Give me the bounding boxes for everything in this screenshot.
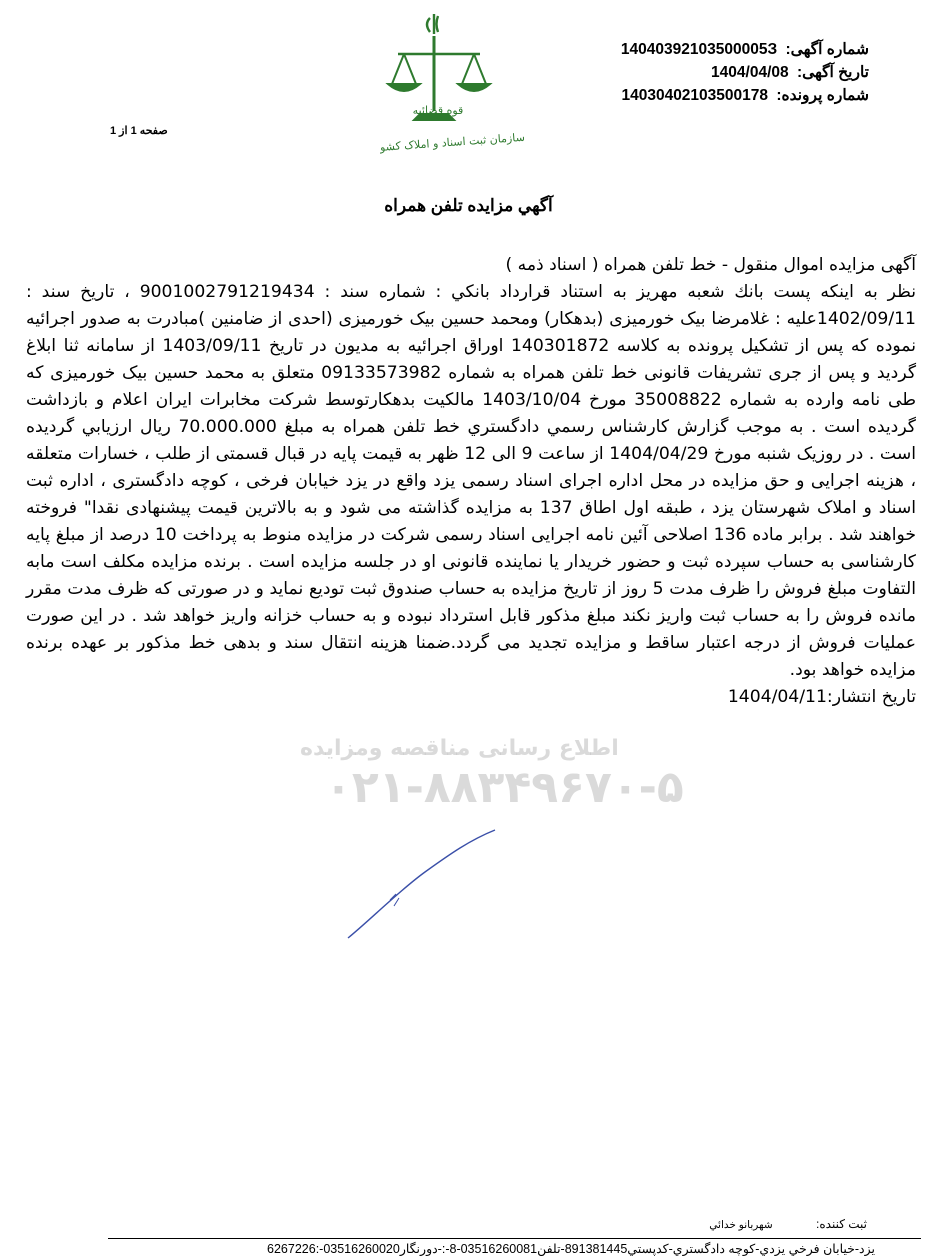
notice-body [26,252,916,711]
notice-number-row [539,38,869,61]
registrar-line [709,1217,867,1231]
publish-date-label: تاریخ انتشار: [826,687,916,707]
watermark-phone: ۰۲۱-۸۸۳۴۹۶۷۰-۵ [325,762,684,813]
emblem-line-1: قوه قضائیه [412,104,464,117]
page-title: آگهي مزايده تلفن همراه [384,196,553,215]
notice-paragraph: نظر به اینکه پست بانك شعبه مهريز به استناد قرارداد بانكي : شماره سند : 9001002791219434 ، تاريخ سند : 1402/09/11عليه : غلامرضا بیک خورمیزی (بدهکار) ومحمد حسین بیک خورمیزی (احدی از ضامنین )مبادرت به صدور اجرائیه نموده که پس از تشکیل پرونده به کلاسه 140301872 اوراق اجرائیه به مدیون در تاریخ 1403/09/11 از سامانه ثنا ابلاغ گردید و پس از جری تشریفات قانونی خط تلفن همراه به شماره 09133573982 متعلق به محمد حسین بیک خورمیزی که طی نامه وارده به شماره 35008822 مورخ 1403/10/04 مالکیت بدهکارتوسط شرکت مخابرات ایران اعلام و بازداشت گردیده است . به موجب گزارش كارشناس رسمي دادگستري خط تلفن همراه به مبلغ 70.000.000 ريال ارزيابي گرديده است . در روزیک شنبه مورخ 1404/04/29 از ساعت 9 الی 12 ظهر به قیمت پایه در قبال قسمتی از طلب ، خسارات متعلقه ، هزینه اجرایی و حق مزایده در محل اداره اجرای اسناد رسمی یزد واقع در یزد خیابان فرخی ، کوچه دادگستری ، اداره ثبت اسناد و املاک شهرستان یزد ، طبقه اول اطاق 137 به مزایده گذاشته می شود و به بالاترین قیمت پیشنهادی نقدا" فروخته خواهند شد . برابر ماده 136 اصلاحی آئین نامه اجرایی اسناد رسمی شرکت در مزایده منوط به پرداخت 10 درصد از مبلغ پایه کارشناسی به حساب سپرده ثبت و حضور خریدار یا نماینده قانونی او در جلسه مزایده است . برنده مزایده مکلف است مابه التفاوت مبلغ فروش را ظرف مدت 5 روز از تاریخ مزایده به حساب صندوق ثبت تودیع نماید و در صورتی که ظرف مدت مقرر مانده فروش را به حساب ثبت واریز نکند مبلغ مذکور قابل استرداد نبوده و به حساب خزانه واریز خواهد شد . در این صورت عملیات فروش از درجه اعتبار ساقط و مزایده تجدید می گردد.ضمنا هزینه انتقال سند و بدهی خط مذکور بر عهده برنده مزایده خواهد بود. [26,282,916,680]
footer-address: يزد-خيابان فرخي يزدي-كوچه دادگستري-كدپستي891381445-تلفن03516260081-8-:-دورنگار03516260020-:6267226 [267,1242,875,1256]
registrar-name: شهربانو خدائي [709,1219,773,1231]
publish-date: 1404/04/11 [727,687,827,707]
registrar-label: ثبت کننده: [816,1217,867,1231]
notice-date-label: تاریخ آگهی: [796,64,869,81]
footer-divider [108,1238,921,1239]
emblem-line-2: سازمان ثبت اسناد و املاک کشور [380,130,526,155]
judiciary-emblem-logo [380,6,540,156]
publish-date-line [26,684,916,711]
scales-of-justice-icon [380,6,540,156]
file-number-label: شماره پرونده: [776,87,869,104]
notice-date-row [539,61,869,84]
notice-date: 1404/04/08 [711,64,789,81]
notice-subtitle: آگهی مزایده اموال منقول - خط تلفن همراه ( اسناد ذمه ) [505,255,916,275]
page-indicator: صفحه 1 از 1 [110,125,168,137]
file-number-row [539,84,869,107]
notice-header-info [539,38,869,107]
file-number: 14030402103500178 [621,87,769,104]
watermark-text: اطلاع رسانی مناقصه ومزایده [300,736,619,761]
notice-number-label: شماره آگهی: [785,41,869,58]
notice-number: 14040392103500005З [620,41,778,58]
signature-mark [330,820,510,950]
